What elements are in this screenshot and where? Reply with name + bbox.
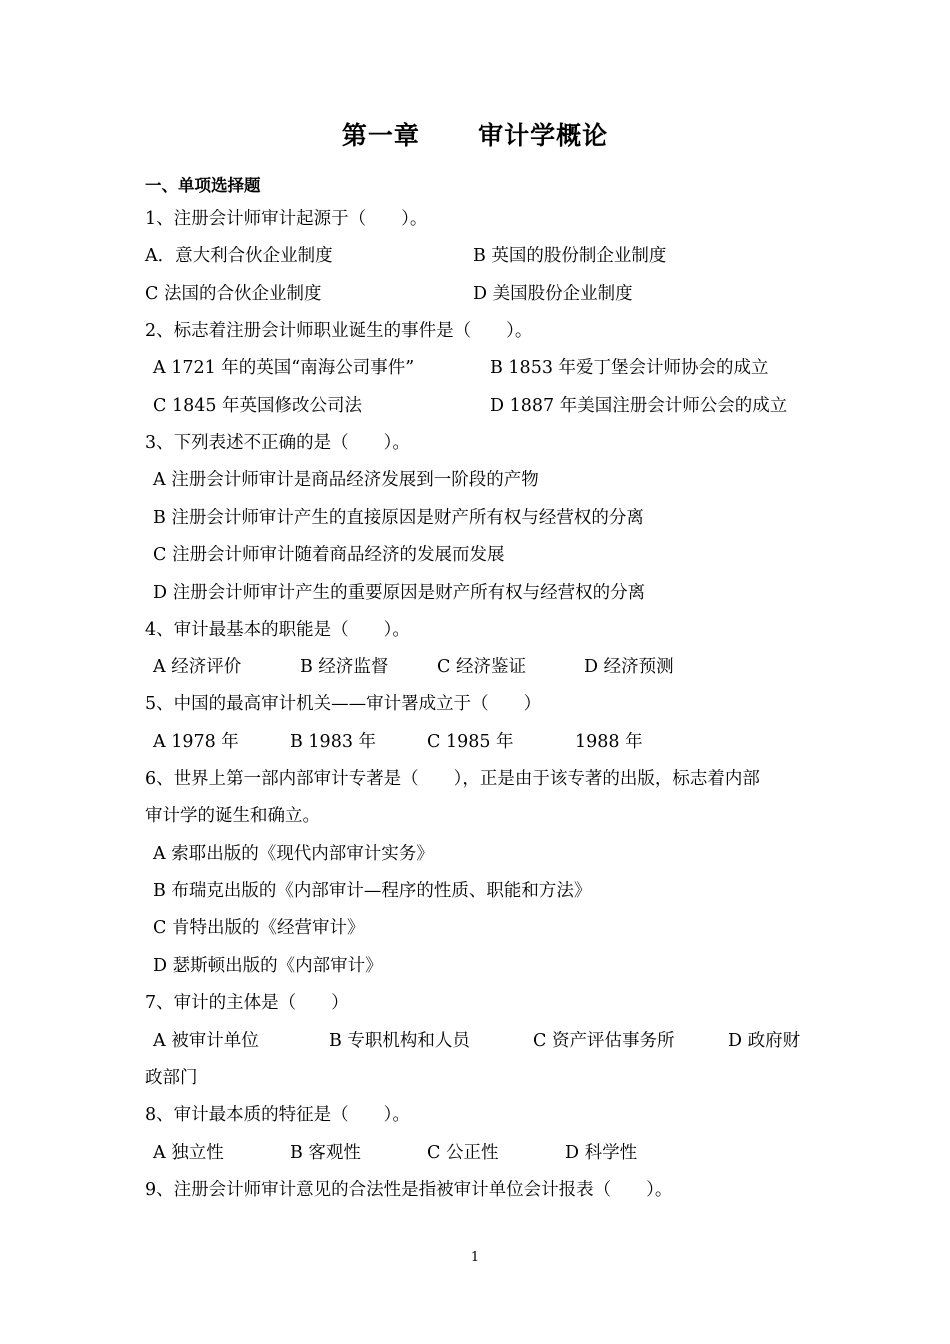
- question-2-option-c: C 1845 年英国修改公司法: [153, 396, 363, 416]
- question-9-stem: 9、注册会计师审计意见的合法性是指被审计单位会计报表（ ）。: [145, 1180, 673, 1200]
- question-7-option-b: B 专职机构和人员: [329, 1031, 470, 1051]
- question-1-option-c: C 法国的合伙企业制度: [145, 284, 322, 304]
- question-7-option-c: C 资产评估事务所: [533, 1031, 675, 1051]
- question-4-option-b: B 经济监督: [300, 657, 389, 677]
- question-2-option-b: B 1853 年爱丁堡会计师协会的成立: [490, 358, 769, 378]
- question-4-option-c: C 经济鉴证: [437, 657, 526, 677]
- question-6-option-c: C 肯特出版的《经营审计》: [153, 918, 365, 938]
- question-8-option-b: B 客观性: [290, 1143, 361, 1163]
- question-5-option-b: B 1983 年: [290, 732, 377, 752]
- question-6-option-d: D 瑟斯顿出版的《内部审计》: [153, 956, 383, 976]
- question-8-option-c: C 公正性: [427, 1143, 499, 1163]
- question-3-option-c: C 注册会计师审计随着商品经济的发展而发展: [153, 545, 505, 565]
- question-8-option-d: D 科学性: [565, 1143, 638, 1163]
- question-7-option-d-continued: 政部门: [145, 1068, 198, 1088]
- question-7-option-d: D 政府财: [728, 1031, 801, 1051]
- section-heading: 一、单项选择题: [145, 176, 261, 195]
- question-3-option-b: B 注册会计师审计产生的直接原因是财产所有权与经营权的分离: [153, 508, 644, 528]
- question-6-stem-line2: 审计学的诞生和确立。: [145, 806, 320, 826]
- question-2-option-a: A 1721 年的英国“南海公司事件”: [153, 358, 415, 378]
- question-5-option-c: C 1985 年: [427, 732, 514, 752]
- question-2-option-d: D 1887 年美国注册会计师公会的成立: [490, 396, 788, 416]
- question-7-stem: 7、审计的主体是（ ）: [145, 993, 349, 1013]
- question-5-option-a: A 1978 年: [153, 732, 239, 752]
- question-4-option-a: A 经济评价: [153, 657, 242, 677]
- question-3-option-d: D 注册会计师审计产生的重要原因是财产所有权与经营权的分离: [153, 583, 646, 603]
- question-1-stem: 1、注册会计师审计起源于（ ）。: [145, 209, 428, 229]
- question-6-option-b: B 布瑞克出版的《内部审计—程序的性质、职能和方法》: [153, 881, 592, 901]
- question-3-stem: 3、下列表述不正确的是（ ）。: [145, 433, 410, 453]
- question-2-stem: 2、标志着注册会计师职业诞生的事件是（ ）。: [145, 321, 533, 341]
- question-8-stem: 8、审计最本质的特征是（ ）。: [145, 1105, 410, 1125]
- question-4-stem: 4、审计最基本的职能是（ ）。: [145, 620, 410, 640]
- question-6-option-a: A 索耶出版的《现代内部审计实务》: [153, 844, 434, 864]
- question-7-option-a: A 被审计单位: [153, 1031, 259, 1051]
- question-5-option-d: 1988 年: [575, 732, 643, 752]
- question-3-option-a: A 注册会计师审计是商品经济发展到一阶段的产物: [153, 470, 539, 490]
- question-4-option-d: D 经济预测: [584, 657, 674, 677]
- question-8-option-a: A 独立性: [153, 1143, 224, 1163]
- question-6-stem-line1: 6、世界上第一部内部审计专著是（ ），正是由于该专著的出版，标志着内部: [145, 769, 760, 789]
- question-1-option-a: A．意大利合伙企业制度: [145, 246, 333, 266]
- page-number: 1: [470, 1250, 480, 1265]
- chapter-title: 第一章 审计学概论: [341, 121, 609, 150]
- question-1-option-d: D 美国股份企业制度: [473, 284, 633, 304]
- question-1-option-b: B 英国的股份制企业制度: [473, 246, 667, 266]
- question-5-stem: 5、中国的最高审计机关——审计署成立于（ ）: [145, 694, 542, 714]
